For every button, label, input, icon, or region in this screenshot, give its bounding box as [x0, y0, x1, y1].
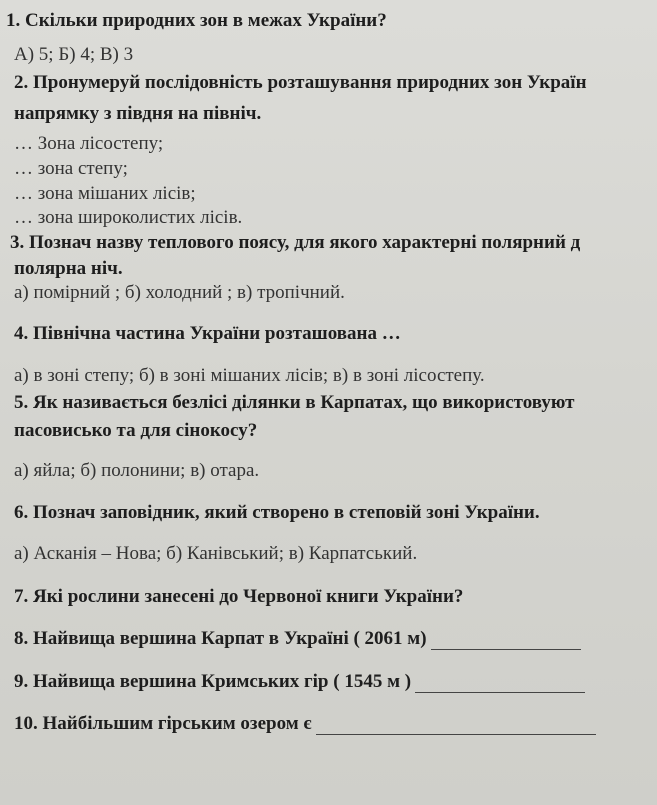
question-2-item-4: … зона широколистих лісів. [14, 207, 243, 228]
question-6-title: 6. Познач заповідник, який створено в степовій зоні України. [14, 502, 540, 523]
question-10-row [14, 713, 596, 735]
question-5-title-line1: 5. Як називається безлісі ділянки в Карпатах, що використовуют [14, 392, 575, 413]
question-3-title-line2: полярна ніч. [14, 258, 123, 279]
question-2-item-3: … зона мішаних лісів; [14, 183, 196, 204]
question-1-options: А) 5; Б) 4; В) 3 [14, 44, 134, 65]
question-9-row [14, 671, 585, 693]
question-2-title-line2: напрямку з півдня на північ. [14, 103, 262, 124]
question-8-answer-blank[interactable] [431, 631, 581, 650]
question-7-title: 7. Які рослини занесені до Червоної книги України? [14, 586, 464, 607]
question-3-options: а) помірний ; б) холодний ; в) тропічний. [14, 282, 345, 303]
question-3-title-line1: 3. Познач назву теплового поясу, для якого характерні полярний д [10, 232, 581, 253]
question-8-row [14, 628, 581, 650]
question-5-options: а) яйла; б) полонини; в) отара. [14, 460, 260, 481]
question-8-title: 8. Найвища вершина Карпат в Україні ( 2061 м) [14, 628, 427, 649]
question-4-options: а) в зоні степу; б) в зоні мішаних лісів; в) в зоні лісостепу. [14, 365, 485, 386]
question-6-options: а) Асканія – Нова; б) Канівський; в) Карпатський. [14, 543, 418, 564]
question-10-title: 10. Найбільшим гірським озером є [14, 713, 312, 734]
question-5-title-line2: пасовисько та для сінокосу? [14, 420, 258, 441]
question-2-item-1: … Зона лісостепу; [14, 133, 164, 154]
question-4-title: 4. Північна частина України розташована … [14, 323, 401, 344]
question-1-title: 1. Скільки природних зон в межах України? [6, 10, 387, 31]
question-9-title: 9. Найвища вершина Кримських гір ( 1545 м ) [14, 671, 412, 692]
question-10-answer-blank[interactable] [316, 716, 596, 735]
question-2-item-2: … зона степу; [14, 158, 128, 179]
question-9-answer-blank[interactable] [415, 674, 585, 693]
question-2-title-line1: 2. Пронумеруй послідовність розташування природних зон Україн [14, 72, 587, 93]
